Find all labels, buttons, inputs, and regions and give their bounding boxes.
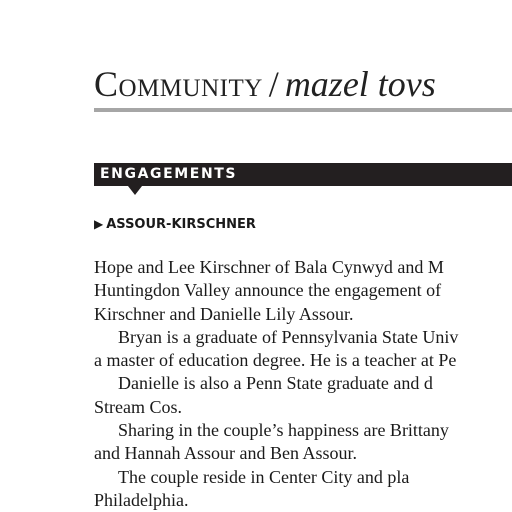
banner-label: ENGAGEMENTS: [100, 166, 238, 182]
body-line: Hope and Lee Kirschner of Bala Cynwyd and M: [94, 257, 444, 277]
banner-pointer-icon: [128, 186, 142, 195]
subsection-title: mazel tovs: [284, 64, 436, 104]
section-title: Community: [94, 64, 263, 104]
header-rule: [94, 108, 512, 112]
page-header: [94, 62, 436, 106]
body-line: Danielle is also a Penn State graduate and d: [118, 373, 433, 394]
announcement-title: ASSOUR-KIRSCHNER: [106, 217, 256, 232]
body-line: a master of education degree. He is a teacher at Pe: [94, 350, 457, 371]
engagements-banner: [94, 163, 512, 186]
triangle-bullet-icon: ▶: [94, 217, 104, 231]
announcement-body: [94, 256, 512, 512]
body-line: The couple reside in Center City and pla: [118, 466, 410, 487]
body-line: Bryan is a graduate of Pennsylvania State Univ: [118, 326, 459, 347]
body-line: Kirschner and Danielle Lily Assour.: [94, 303, 354, 324]
body-line: Huntingdon Valley announce the engagement of: [94, 280, 442, 301]
header-separator: /: [268, 64, 279, 104]
body-line: Sharing in the couple’s happiness are Brittany: [118, 420, 449, 441]
body-line: and Hannah Assour and Ben Assour.: [94, 443, 357, 464]
body-line: Stream Cos.: [94, 396, 182, 417]
body-line: Philadelphia.: [94, 489, 189, 510]
announcement-heading: [94, 214, 256, 235]
